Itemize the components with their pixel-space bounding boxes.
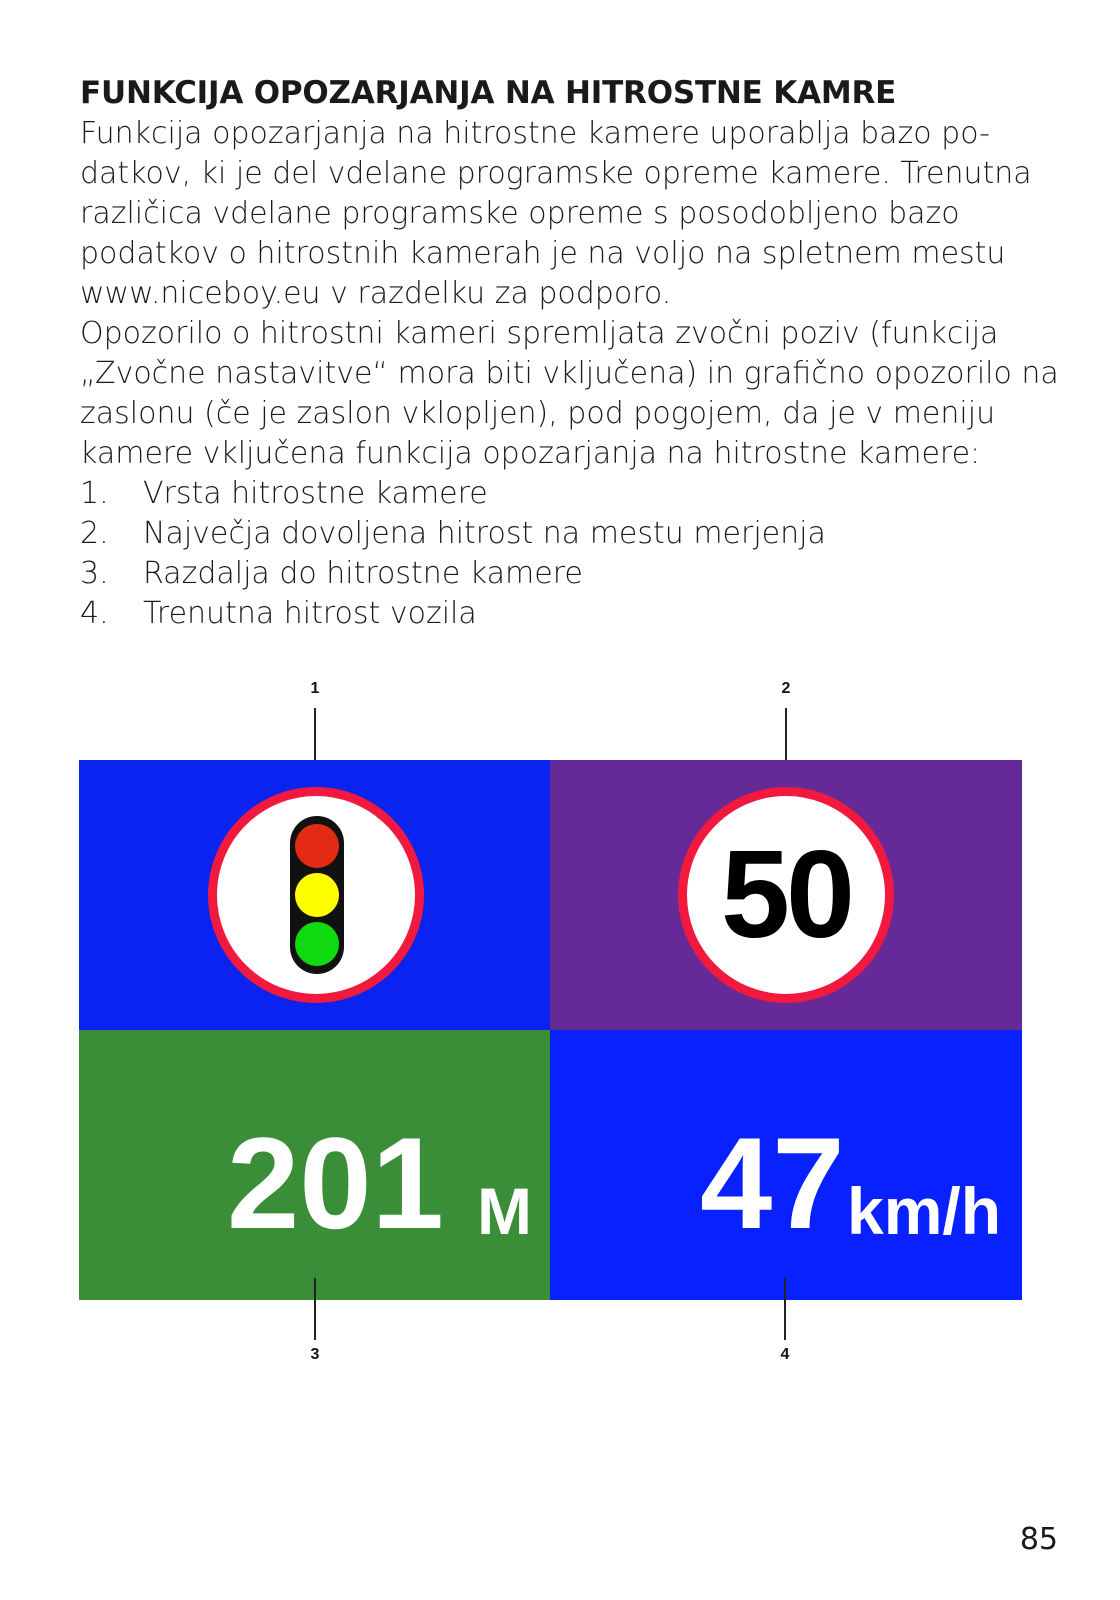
speed-limit-value: 50 [721,826,851,964]
current-speed-value: 47 [700,1110,845,1256]
camera-type-sign [208,787,424,1003]
warning-paragraph: Opozorilo o hitrostni kameri spremljata zvočni poziv (funkcija „Zvočne nastavitve“ mora biti vključena) in grafično opozorilo na zaslonu (če je zaslon vklopljen), pod pogojem, da je v meniju kamere vključena funkcija opozarjanja na hitrostne kamere: [80,316,1059,471]
list-item [80,594,1060,634]
callout-4-line [784,1278,786,1340]
list-item-text: Razdalja do hitrostne kamere [143,556,583,591]
page-number: 85 [1019,1522,1058,1557]
speed-limit-sign [678,787,894,1003]
list-item-number: 1. [80,476,109,511]
callout-3: 3 [310,1346,320,1363]
list-item [80,554,1060,594]
list-item [80,474,1060,514]
current-speed-unit: km/h [847,1174,1002,1248]
yellow-lamp [295,873,339,917]
list-item [80,514,1060,554]
distance-panel [79,1030,550,1300]
list-item-text: Vrsta hitrostne kamere [143,476,488,511]
distance-unit: M [477,1174,532,1248]
manual-text [80,72,1060,634]
callout-4: 4 [780,1346,790,1363]
green-lamp [295,922,339,966]
list-item-text: Največja dovoljena hitrost na mestu merjenja [143,516,826,551]
current-speed-panel [550,1030,1022,1300]
callout-2: 2 [781,680,791,697]
section-title: FUNKCIJA OPOZARJANJA NA HITROSTNE KAMRE [80,75,897,111]
callout-3-line [314,1278,316,1340]
list-item-number: 4. [80,596,109,631]
list-item-text: Trenutna hitrost vozila [143,596,477,631]
intro-paragraph: Funkcija opozarjanja na hitrostne kamere uporablja bazo po-datkov, ki je del vdelane programske opreme kamere. Trenutna različica vdelane programske opreme s posodobljeno bazo podatkov o hitrostnih kamerah je na voljo na spletnem mestu www.niceboy.eu v razdelku za podporo. [80,116,1032,311]
speed-limit-panel [550,760,1022,1030]
list-item-number: 2. [80,516,109,551]
red-lamp [295,824,339,868]
callout-1: 1 [310,680,320,697]
distance-value: 201 [227,1110,444,1256]
legend-list [80,474,1060,634]
list-item-number: 3. [80,556,109,591]
traffic-light-icon [290,816,344,974]
camera-type-panel [79,760,550,1030]
